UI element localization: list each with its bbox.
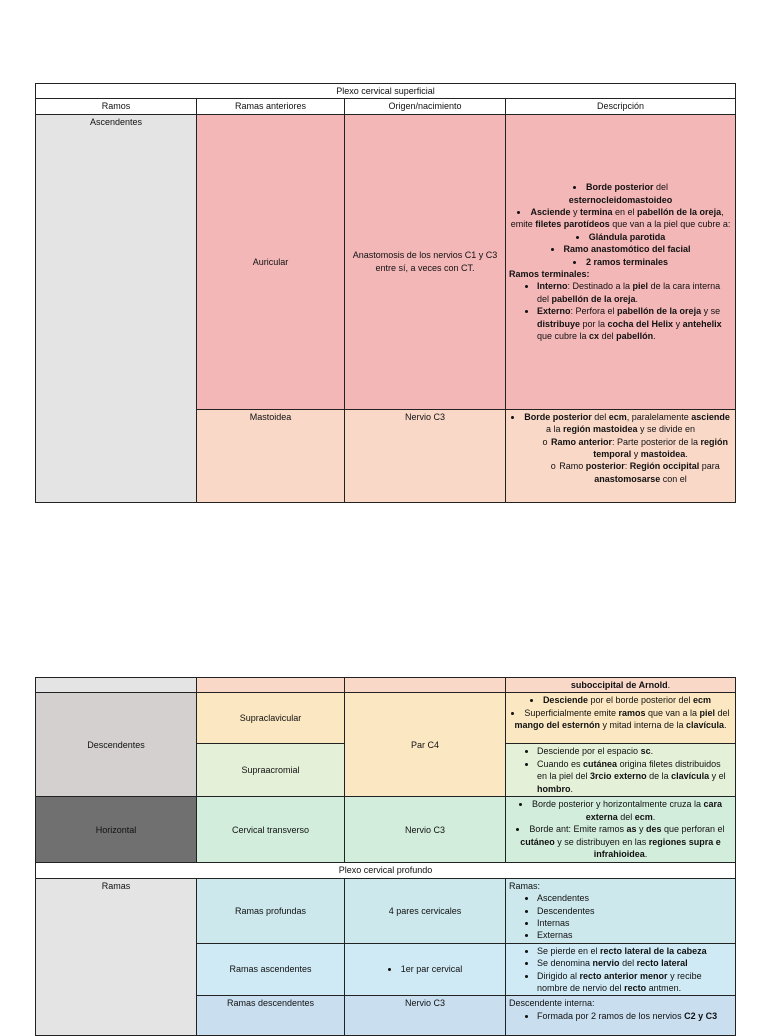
cervical-transverso-name: Cervical transverso <box>197 797 345 863</box>
horizontal-label: Horizontal <box>36 797 197 863</box>
mastoidea-name: Mastoidea <box>197 409 345 502</box>
descendente-intro: Descendente interna: <box>509 998 595 1009</box>
mastoidea-origin: Nervio C3 <box>345 409 506 502</box>
ramas-descendentes-origin: Nervio C3 <box>345 996 506 1036</box>
list-item: • Asciende y termina en el pabellón de la oreja, emite filetes parotídeos que van a la piel que cubre a: <box>509 206 732 231</box>
list-item: • Formada por 2 ramos de los nervios C2 y C3 <box>537 1010 732 1022</box>
mastoidea-description <box>506 409 736 502</box>
list-item: • Borde ant: Emite ramos as y des que perforan el cutáneo y se distribuyen en las regiones supra e infrahioidea. <box>509 823 732 860</box>
list-item: • Desciende por el borde posterior del ecm <box>509 694 732 706</box>
header-ramas-anteriores: Ramas anteriores <box>197 99 345 114</box>
auricular-origin: Anastomosis de los nervios C1 y C3 entre sí, a veces con CT. <box>345 114 506 409</box>
continuation-cell-name <box>197 678 345 693</box>
supraclavicular-description <box>506 693 736 744</box>
list-item: • Cuando es cutánea origina filetes distribuidos en la piel del 3rcio externo de la clavícula y el hombro. <box>537 758 732 795</box>
ramas-profundas-name: Ramas profundas <box>197 878 345 943</box>
auricular-description <box>506 114 736 409</box>
header-ramos: Ramos <box>36 99 197 114</box>
header-descripcion: Descripción <box>506 99 736 114</box>
ramas-profundas-description <box>506 878 736 943</box>
deep-plexus-title: Plexo cervical profundo <box>36 863 736 878</box>
list-item: • Internas <box>537 917 732 929</box>
list-item: • Borde posterior del ecm, paralelamente asciende a la región mastoidea y se divide en <box>509 411 732 436</box>
continuation-cell-ramos <box>36 678 197 693</box>
list-item: • Descendentes <box>537 905 732 917</box>
ramas-profundas-origin: 4 pares cervicales <box>345 878 506 943</box>
list-item: • Externo: Perfora el pabellón de la oreja y se distribuye por la cocha del Helix y antehelix que cubre la cx del pabellón. <box>537 305 732 342</box>
ascendentes-label: Ascendentes <box>36 114 197 502</box>
continuation-table <box>35 677 736 1036</box>
list-item: • Superficialmente emite ramos que van a la piel del mango del esternón y mitad interna de la clavícula. <box>509 707 732 732</box>
ramas-descendentes-name: Ramas descendentes <box>197 996 345 1036</box>
list-item: • Dirigido al recto anterior menor y recibe nombre de nervio del recto antmen. <box>537 970 732 995</box>
list-item: • Desciende por el espacio sc. <box>537 745 732 757</box>
descendentes-label: Descendentes <box>36 693 197 797</box>
table-title: Plexo cervical superficial <box>36 84 736 99</box>
continuation-description: suboccipital de Arnold. <box>506 678 736 693</box>
ramas-descendentes-description <box>506 996 736 1036</box>
list-item: • Externas <box>537 929 732 941</box>
list-item: • 1er par cervical <box>348 963 502 975</box>
list-item: • Glándula parotida <box>509 231 732 243</box>
ramas-ascendentes-name: Ramas ascendentes <box>197 943 345 996</box>
auricular-name: Auricular <box>197 114 345 409</box>
list-item: • Borde posterior del esternocleidomastoideo <box>509 181 732 206</box>
ramas-ascendentes-origin <box>345 943 506 996</box>
ramas-label: Ramas <box>36 878 197 1036</box>
cervical-transverso-description <box>506 797 736 863</box>
list-item: • Se denomina nervio del recto lateral <box>537 957 732 969</box>
continuation-cell-origin <box>345 678 506 693</box>
supraclavicular-name: Supraclavicular <box>197 693 345 744</box>
list-item: • Interno: Destinado a la piel de la cara interna del pabellón de la oreja. <box>537 280 732 305</box>
supraacromial-description <box>506 744 736 797</box>
ramas-intro: Ramas: <box>509 880 541 891</box>
terminal-branches-title: Ramos terminales: <box>509 269 590 280</box>
cervical-transverso-origin: Nervio C3 <box>345 797 506 863</box>
list-item: • 2 ramos terminales <box>509 256 732 268</box>
list-item: o Ramo posterior: Región occipital para anastomosarse con el <box>549 460 732 485</box>
list-item: • Borde posterior y horizontalmente cruza la cara externa del ecm. <box>509 798 732 823</box>
list-item: • Se pierde en el recto lateral de la cabeza <box>537 945 732 957</box>
supraclavicular-origin: Par C4 <box>345 693 506 797</box>
superficial-plexus-table <box>35 83 736 503</box>
ramas-ascendentes-description <box>506 943 736 996</box>
header-origen: Origen/nacimiento <box>345 99 506 114</box>
list-item: o Ramo anterior: Parte posterior de la región temporal y mastoidea. <box>549 436 732 461</box>
supraacromial-name: Supraacromial <box>197 744 345 797</box>
list-item: • Ramo anastomótico del facial <box>509 243 732 255</box>
list-item: • Ascendentes <box>537 892 732 904</box>
